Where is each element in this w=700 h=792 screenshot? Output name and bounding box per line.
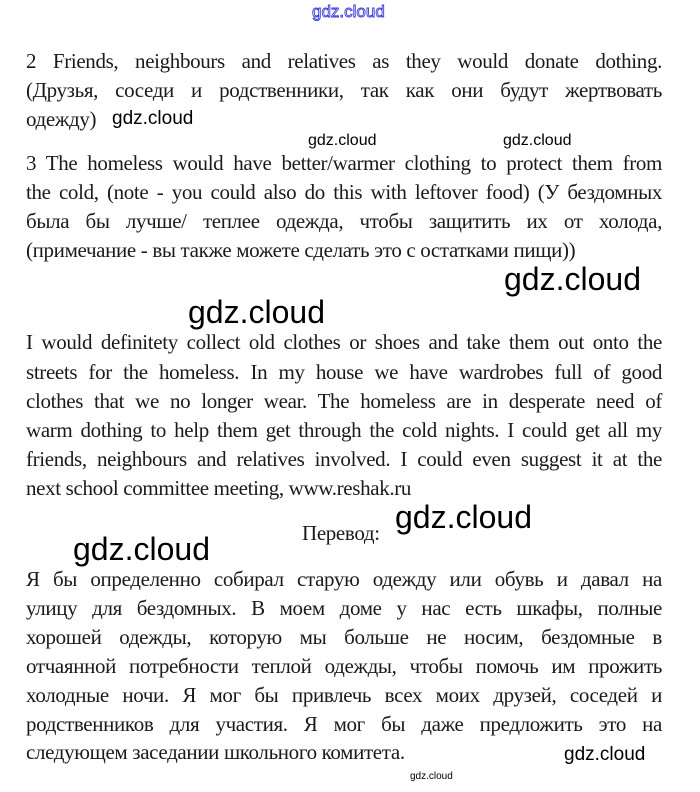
watermark: gdz.cloud bbox=[410, 771, 453, 782]
watermark: gdz.cloud bbox=[188, 294, 325, 330]
text-line: clothes that we no longer wear. The homeless are in desperate need of bbox=[26, 389, 662, 413]
text-line: хорошей одежды, которую мы больше не носим, бездомные в bbox=[26, 625, 662, 649]
watermark: gdz.cloud bbox=[112, 108, 194, 129]
text-line: отчаянной потребности теплой одежды, чтобы помочь им прожить bbox=[26, 654, 662, 678]
text-line: I would definitety collect old clothes or shoes and take them out onto the bbox=[26, 330, 662, 354]
text-line: родственников для участия. Я мог бы даже предложить это на bbox=[26, 712, 662, 736]
watermark: gdz.cloud bbox=[308, 132, 377, 149]
text-line: the cold, (note - you could also do this with leftover food) (У бездомных bbox=[26, 180, 662, 204]
watermark: gdz.cloud bbox=[503, 132, 572, 149]
watermark: gdz.cloud bbox=[312, 2, 385, 21]
text-line: warm dothing to help them get through the cold nights. I could get all my bbox=[26, 418, 662, 442]
text-line: (Друзья, соседи и родственники, так как они будут жертвовать bbox=[26, 78, 662, 102]
watermark: gdz.cloud bbox=[73, 531, 210, 567]
text-line: одежду) bbox=[26, 107, 97, 131]
watermark: gdz.cloud bbox=[564, 744, 646, 765]
text-line: (примечание - вы также можете сделать это с остатками пищи)) bbox=[26, 238, 576, 262]
text-line: streets for the homeless. In my house we have wardrobes full of good bbox=[26, 360, 662, 384]
text-line: следующем заседании школьного комитета. bbox=[26, 740, 405, 764]
text-line: Я бы определенно собирал старую одежду или обувь и давал на bbox=[26, 567, 662, 591]
text-line: friends, neighbours and relatives involved. I could even suggest it at the bbox=[26, 447, 662, 471]
watermark: gdz.cloud bbox=[395, 499, 532, 535]
text-line: 2 Friends, neighbours and relatives as they would donate dothing. bbox=[26, 49, 662, 73]
watermark: gdz.cloud bbox=[504, 261, 641, 297]
text-line: холодные ночи. Я мог бы привлечь всех моих друзей, соседей и bbox=[26, 683, 662, 707]
text-line: была бы лучше/ теплее одежда, чтобы защитить их от холода, bbox=[26, 209, 662, 233]
translation-heading: Перевод: bbox=[302, 521, 380, 545]
text-line: next school committee meeting, www.reshak.ru bbox=[26, 476, 412, 500]
text-line: 3 The homeless would have better/warmer clothing to protect them from bbox=[26, 151, 662, 175]
text-line: улицу для бездомных. В моем доме у нас есть шкафы, полные bbox=[26, 596, 662, 620]
